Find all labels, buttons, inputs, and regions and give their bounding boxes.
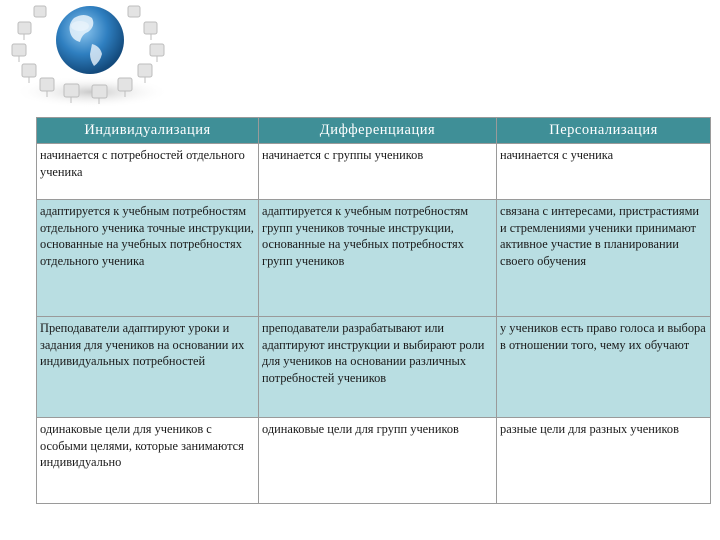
table-cell: преподаватели разрабатывают или адаптируют инструкции и выбирают роли для учеников на основании различных потребностей учеников (259, 317, 497, 418)
header-differentiation: Дифференциация (259, 118, 497, 144)
table-row (37, 200, 711, 317)
header-individualization: Индивидуализация (37, 118, 259, 144)
table-cell: адаптируется к учебным потребностям групп учеников точные инструкции, основанные на учебных потребностях групп учеников (259, 200, 497, 317)
table-cell: начинается с группы учеников (259, 144, 497, 200)
table-cell: одинаковые цели для групп учеников (259, 418, 497, 504)
header-row (37, 118, 711, 144)
table-row (37, 418, 711, 504)
table-row (37, 144, 711, 200)
table-cell: Преподаватели адаптируют уроки и задания для учеников на основании их индивидуальных потребностей (37, 317, 259, 418)
table-cell: адаптируется к учебным потребностям отдельного ученика точные инструкции, основанные на учебных потребностях отдельного ученика (37, 200, 259, 317)
table-cell: одинаковые цели для учеников с особыми целями, которые занимаются индивидуально (37, 418, 259, 504)
header-personalization: Персонализация (497, 118, 711, 144)
table-cell: связана с интересами, пристрастиями и стремлениями ученики принимают активное участие в планировании своего обучения (497, 200, 711, 317)
comparison-table (36, 117, 711, 504)
table-cell: начинается с потребностей отдельного ученика (37, 144, 259, 200)
table-cell: разные цели для разных учеников (497, 418, 711, 504)
table-cell: начинается с ученика (497, 144, 711, 200)
globe-chairs-logo (4, 0, 180, 112)
table-cell: у учеников есть право голоса и выбора в отношении того, чему их обучают (497, 317, 711, 418)
table-row (37, 317, 711, 418)
